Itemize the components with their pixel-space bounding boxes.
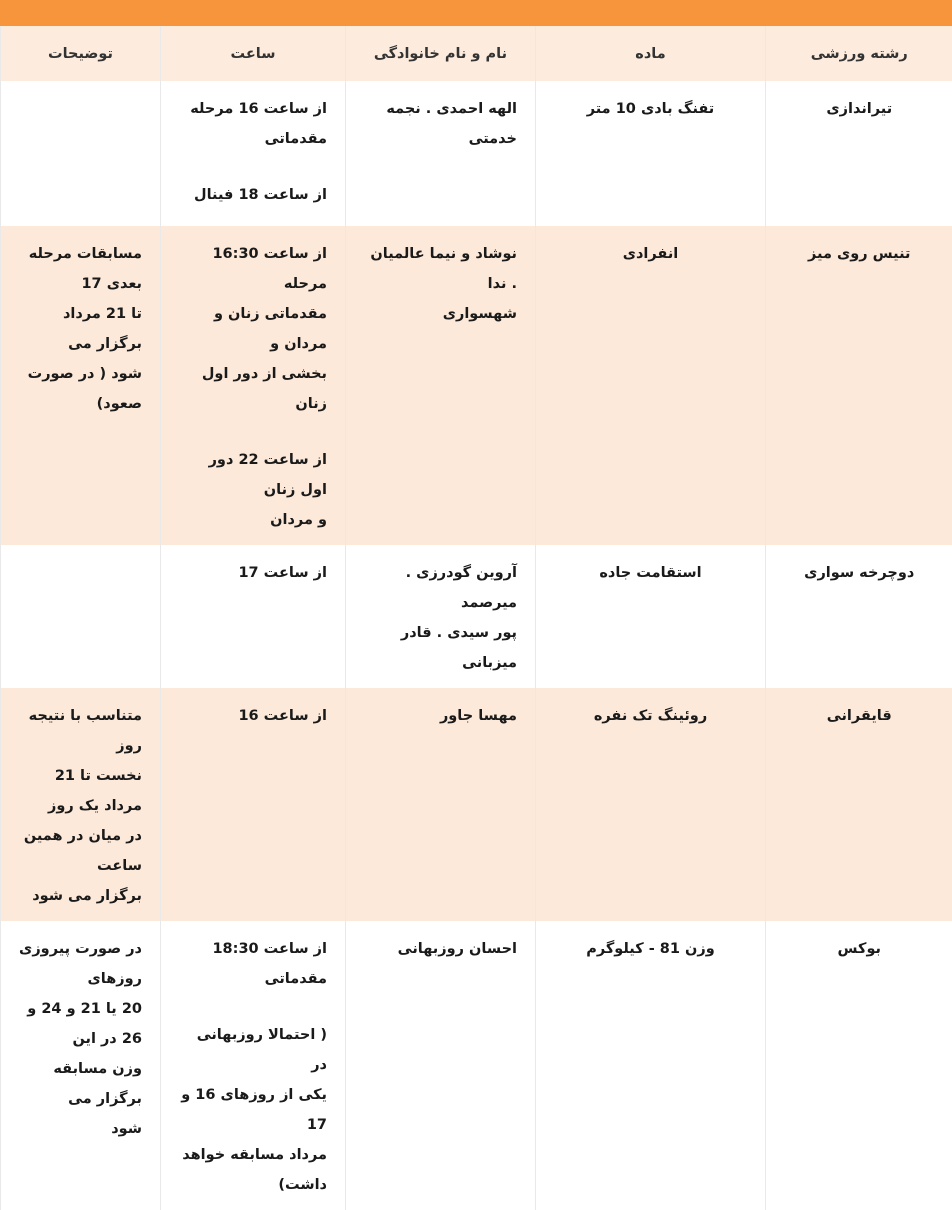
header-event: ماده bbox=[536, 26, 766, 81]
header-sport: رشته ورزشی bbox=[766, 26, 952, 81]
cell-line: از ساعت 18 فینال bbox=[179, 180, 327, 210]
cell-gap bbox=[179, 994, 327, 1020]
cell-event: انفرادی bbox=[536, 226, 766, 545]
cell-line: مرداد مسابقه خواهد bbox=[179, 1140, 327, 1170]
cell-line: شود bbox=[19, 1114, 142, 1144]
cell-sport: قایقرانی bbox=[766, 688, 952, 921]
table-row bbox=[1, 545, 952, 688]
top-accent-bar bbox=[0, 0, 952, 26]
cell-name bbox=[346, 545, 536, 688]
cell-line: الهه احمدی . نجمه bbox=[364, 94, 517, 124]
cell-line: برگزار می شود bbox=[19, 881, 142, 911]
cell-line: یکی از روزهای 16 و 17 bbox=[179, 1080, 327, 1140]
cell-time bbox=[161, 226, 346, 545]
cell-line: مسابقات مرحله بعدی 17 bbox=[19, 239, 142, 299]
header-name: نام و نام خانوادگی bbox=[346, 26, 536, 81]
cell-time bbox=[161, 688, 346, 921]
table-row bbox=[1, 921, 952, 1210]
cell-event: تفنگ بادی 10 متر bbox=[536, 81, 766, 226]
table-row bbox=[1, 81, 952, 226]
cell-line: از ساعت 16 bbox=[179, 701, 327, 731]
cell-line: خدمتی bbox=[364, 124, 517, 154]
cell-event: وزن 81 - کیلوگرم bbox=[536, 921, 766, 1210]
cell-name bbox=[346, 921, 536, 1210]
cell-time bbox=[161, 81, 346, 226]
cell-line: وزن مسابقه برگزار می bbox=[19, 1054, 142, 1114]
cell-line: شود ( در صورت صعود) bbox=[19, 359, 142, 419]
header-row bbox=[1, 26, 952, 81]
cell-line: از ساعت 22 دور اول زنان bbox=[179, 445, 327, 505]
cell-line: از ساعت 17 bbox=[179, 558, 327, 588]
cell-name bbox=[346, 688, 536, 921]
cell-line: از ساعت 16 مرحله bbox=[179, 94, 327, 124]
cell-line: مقدماتی زنان و مردان و bbox=[179, 299, 327, 359]
cell-line: بخشی از دور اول زنان bbox=[179, 359, 327, 419]
header-time: ساعت bbox=[161, 26, 346, 81]
cell-line: در صورت پیروزی روزهای bbox=[19, 934, 142, 994]
cell-notes bbox=[1, 921, 161, 1210]
cell-event: استقامت جاده bbox=[536, 545, 766, 688]
cell-notes bbox=[1, 688, 161, 921]
cell-gap bbox=[179, 154, 327, 180]
cell-line: 20 یا 21 و 24 و 26 در این bbox=[19, 994, 142, 1054]
cell-sport: بوکس bbox=[766, 921, 952, 1210]
cell-time bbox=[161, 921, 346, 1210]
cell-line: آروین گودرزی . میرصمد bbox=[364, 558, 517, 618]
cell-line: ( احتمالا روزبهانی در bbox=[179, 1020, 327, 1080]
cell-line: متناسب با نتیجه روز bbox=[19, 701, 142, 761]
header-notes: توضیحات bbox=[1, 26, 161, 81]
table-row bbox=[1, 688, 952, 921]
cell-line: در میان در همین ساعت bbox=[19, 821, 142, 881]
cell-line: از ساعت 16:30 مرحله bbox=[179, 239, 327, 299]
cell-line: داشت) bbox=[179, 1170, 327, 1200]
cell-gap bbox=[179, 419, 327, 445]
cell-line: تا 21 مرداد برگزار می bbox=[19, 299, 142, 359]
cell-sport: دوچرخه سواری bbox=[766, 545, 952, 688]
cell-name bbox=[346, 226, 536, 545]
cell-event: روئینگ تک نفره bbox=[536, 688, 766, 921]
schedule-table bbox=[0, 26, 952, 1210]
cell-line: نوشاد و نیما عالمیان . ندا bbox=[364, 239, 517, 299]
cell-notes bbox=[1, 226, 161, 545]
cell-notes bbox=[1, 81, 161, 226]
cell-line: مقدماتی bbox=[179, 124, 327, 154]
cell-line: از ساعت 18:30 مقدماتی bbox=[179, 934, 327, 994]
cell-line: مهسا جاور bbox=[364, 701, 517, 731]
cell-line: و مردان bbox=[179, 505, 327, 535]
cell-time bbox=[161, 545, 346, 688]
table-row bbox=[1, 226, 952, 545]
cell-sport: تیراندازی bbox=[766, 81, 952, 226]
cell-line: پور سیدی . قادر میزبانی bbox=[364, 618, 517, 678]
cell-line: احسان روزبهانی bbox=[364, 934, 517, 964]
cell-notes bbox=[1, 545, 161, 688]
cell-line: شهسواری bbox=[364, 299, 517, 329]
cell-name bbox=[346, 81, 536, 226]
cell-line: نخست تا 21 مرداد یک روز bbox=[19, 761, 142, 821]
cell-sport: تنیس روی میز bbox=[766, 226, 952, 545]
